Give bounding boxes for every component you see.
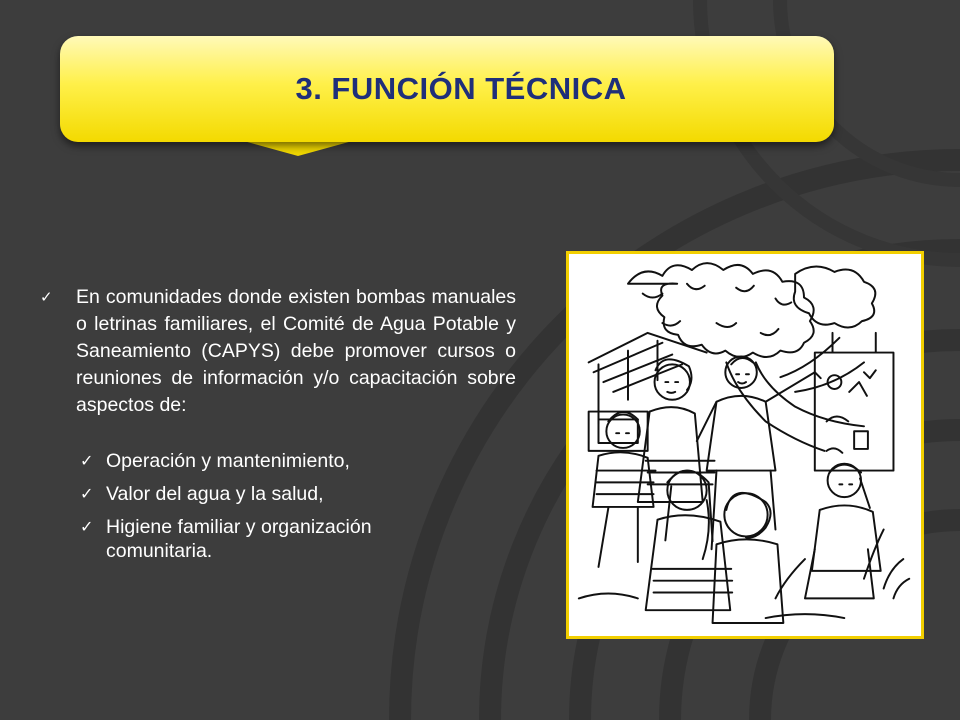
community-meeting-illustration bbox=[566, 251, 924, 639]
illustration-drawing bbox=[569, 254, 921, 636]
title-banner-pointer bbox=[240, 140, 356, 156]
intro-text: En comunidades donde existen bombas manuales o letrinas familiares, el Comité de Agua Potable y Saneamiento (CAPYS) debe promover cursos o reuniones de información y/o capacitación sobre aspectos de: bbox=[76, 286, 516, 416]
checkmark-icon: ✓ bbox=[80, 517, 94, 536]
slide-content bbox=[40, 284, 516, 572]
list-item bbox=[80, 449, 516, 473]
list-item bbox=[80, 515, 516, 563]
list-item-text: Higiene familiar y organización comunitaria. bbox=[106, 516, 372, 562]
slide-title: 3. FUNCIÓN TÉCNICA bbox=[295, 71, 627, 106]
checkmark-icon: ✓ bbox=[40, 288, 53, 306]
list-item-text: Valor del agua y la salud, bbox=[106, 483, 324, 505]
title-banner bbox=[60, 36, 834, 142]
intro-bullet bbox=[40, 284, 516, 419]
list-item-text: Operación y mantenimiento, bbox=[106, 450, 350, 472]
topic-list bbox=[80, 449, 516, 563]
checkmark-icon: ✓ bbox=[80, 484, 94, 503]
list-item bbox=[80, 482, 516, 506]
checkmark-icon: ✓ bbox=[80, 451, 94, 470]
